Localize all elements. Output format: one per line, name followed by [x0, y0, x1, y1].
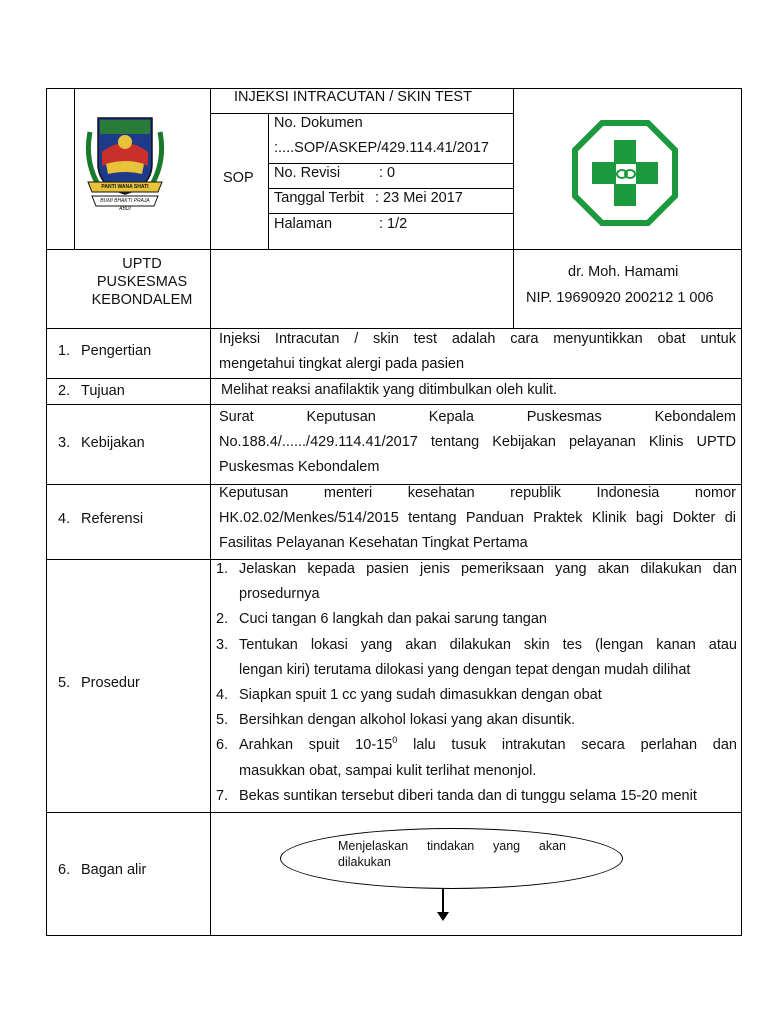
section-number: 3.	[58, 435, 71, 451]
section-number: 1.	[58, 343, 71, 359]
section-label-tujuan: Tujuan	[81, 383, 125, 399]
procedure-step: 7. Bekas suntikan tersebut diberi tanda dan di tunggu selama 15-20 menit	[216, 787, 697, 804]
tujuan-text: Melihat reaksi anafilaktik yang ditimbulkan oleh kulit.	[221, 382, 558, 398]
procedure-step: 1. Jelaskan kepada pasien jenis pemeriksaan yang akan dilakukan dan prosedurnya	[216, 561, 737, 603]
section-number: 5.	[58, 675, 71, 691]
flowchart-node-text: Menjelaskan tindakan yang akan dilakukan	[338, 839, 566, 869]
emblem-motto-text: BUMI BHAKTI PRAJA ABDI	[100, 198, 150, 212]
flowchart-arrow-head	[437, 912, 449, 922]
section-label-referensi: Referensi	[81, 511, 144, 527]
section-number: 4.	[58, 511, 71, 527]
pengertian-text: Injeksi Intracutan / skin test adalah cara menyuntikkan obat untuk mengetahui tingkat alergi pada pasien	[219, 331, 736, 372]
document-title: INJEKSI INTRACUTAN / SKIN TEST	[234, 89, 472, 105]
section-label-prosedur: Prosedur	[81, 675, 140, 691]
section-label-kebijakan: Kebijakan	[81, 435, 145, 451]
procedure-list	[212, 557, 737, 809]
doc-number-label: No. Dokumen	[274, 115, 363, 131]
page-label: Halaman	[274, 216, 333, 232]
referensi-text: Keputusan menteri kesehatan republik Indonesia nomor HK.02.02/Menkes/514/2015 tentang Panduan Praktek Klinik bagi Dokter di Fasilitas Pelayanan Kesehatan Tingkat Pertama	[219, 485, 736, 551]
emblem-banner-text: PANTI WANA SHATI	[101, 184, 149, 190]
signer-name: dr. Moh. Hamami	[568, 264, 679, 280]
section-label-bagan-alir: Bagan alir	[81, 862, 147, 878]
procedure-step: 5. Bersihkan dengan alkohol lokasi yang akan disuntik.	[216, 712, 576, 729]
signer-nip: NIP. 19690920 200212 1 006	[526, 290, 714, 306]
section-number: 2.	[58, 383, 71, 399]
section-label-pengertian: Pengertian	[81, 343, 152, 359]
revision-label: No. Revisi	[274, 165, 341, 181]
procedure-step: 6. Arahkan spuit $10-15^0$ lalu tusuk intrakutan secara perlahan dan masukkan obat, sampai kulit terlihat menonjol.	[216, 735, 738, 779]
page-value: : 1/2	[379, 216, 408, 232]
procedure-step: 4. Siapkan spuit 1 cc yang sudah dimasukkan dengan obat	[216, 687, 602, 704]
revision-value: : 0	[379, 165, 396, 181]
procedure-step: 2. Cuci tangan 6 langkah dan pakai sarung tangan	[216, 611, 547, 628]
issue-date-label: Tanggal Terbit	[274, 190, 365, 206]
puskesmas-logo	[572, 120, 678, 226]
issue-date-value: : 23 Mei 2017	[375, 190, 463, 206]
section-number: 6.	[58, 862, 71, 878]
kebijakan-text: Surat Keputusan Kepala Puskesmas Kebondalem No.188.4/....../429.114.41/2017 tentang Kebijakan pelayanan Klinis UPTD Puskesmas Kebondalem	[219, 409, 736, 475]
organization-name: UPTD PUSKESMAS KEBONDALEM	[91, 256, 193, 308]
procedure-step: 3. Tentukan lokasi yang akan dilakukan skin tes (lengan kanan atau lengan kiri) terutama dilokasi yang dengan tepat dengan mudah dilihat	[216, 636, 737, 678]
document-type: SOP	[223, 170, 254, 186]
doc-number-value: :....SOP/ASKEP/429.114.41/2017	[274, 140, 489, 156]
regency-emblem-logo	[82, 112, 168, 212]
